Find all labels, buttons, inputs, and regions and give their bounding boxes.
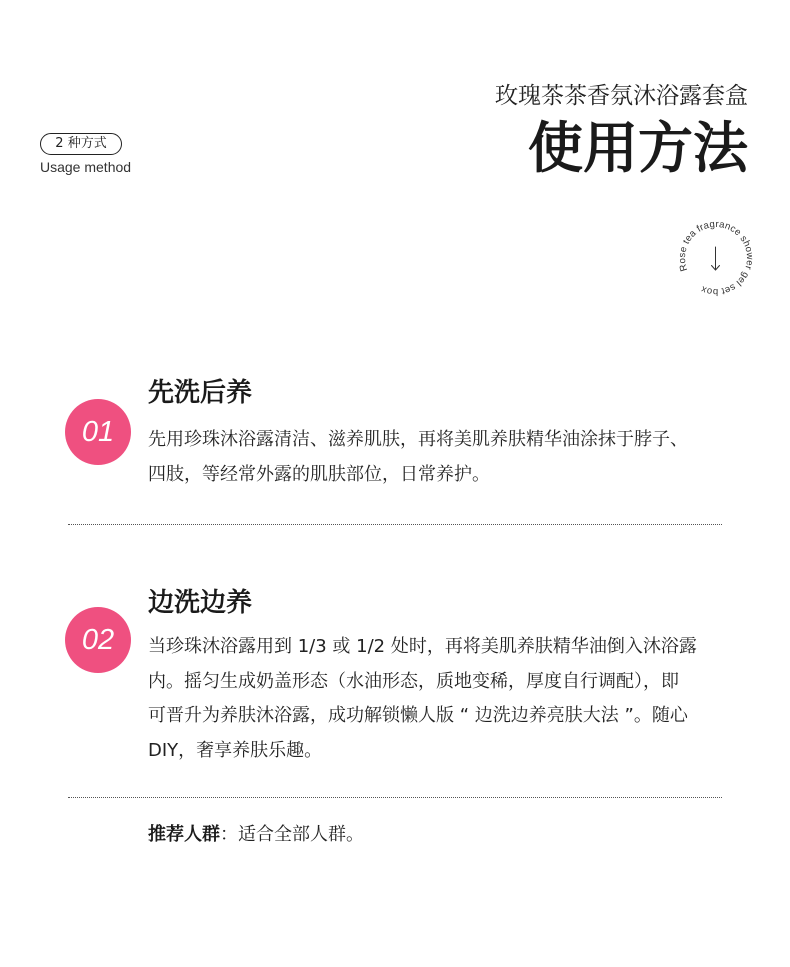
method-count-badge: 2 种方式 xyxy=(40,133,122,155)
step-description-line: 四肢，等经常外露的肌肤部位，日常养护。 xyxy=(148,463,490,485)
step-description-line: DIY，奢享养肤乐趣。 xyxy=(148,739,323,761)
product-name: 玫瑰茶茶香氛沐浴露套盒 xyxy=(495,83,748,109)
step-number-badge: 01 xyxy=(65,399,131,465)
recommended-audience xyxy=(148,818,364,852)
dotted-divider xyxy=(68,524,722,525)
usage-method-caption: Usage method xyxy=(40,159,132,175)
step-number-badge: 02 xyxy=(65,607,131,673)
step-description-line: 先用珍珠沐浴露清洁、滋养肌肤，再将美肌养肤精华油涂抹于脖子、 xyxy=(148,429,688,450)
step-description-line: 当珍珠沐浴露用到 1/3 或 1/2 处时，再将美肌养肤精华油倒入沐浴露 xyxy=(148,636,697,657)
audience-label: 推荐人群 xyxy=(148,824,220,845)
step-description xyxy=(148,630,697,768)
step-description xyxy=(148,423,688,492)
step-description-line: 内。摇匀生成奶盖形态（水油形态，质地变稀，厚度自行调配），即 xyxy=(148,670,679,692)
seal-text-path: Rose tea fragrance shower gel set box xyxy=(676,218,756,298)
page-title: 使用方法 xyxy=(527,116,748,180)
step-description-line: 可晋升为养肤沐浴露，成功解锁懒人版 “ 边洗边养亮肤大法 ”。随心 xyxy=(148,705,688,726)
dotted-divider xyxy=(68,797,722,798)
step-title: 先洗后养 xyxy=(148,378,253,408)
seal-circular-text xyxy=(677,219,755,297)
step-title: 边洗边养 xyxy=(148,588,253,618)
arrow-down-icon xyxy=(712,247,720,270)
audience-value: ：适合全部人群。 xyxy=(220,824,364,845)
circular-text-seal xyxy=(672,214,760,302)
